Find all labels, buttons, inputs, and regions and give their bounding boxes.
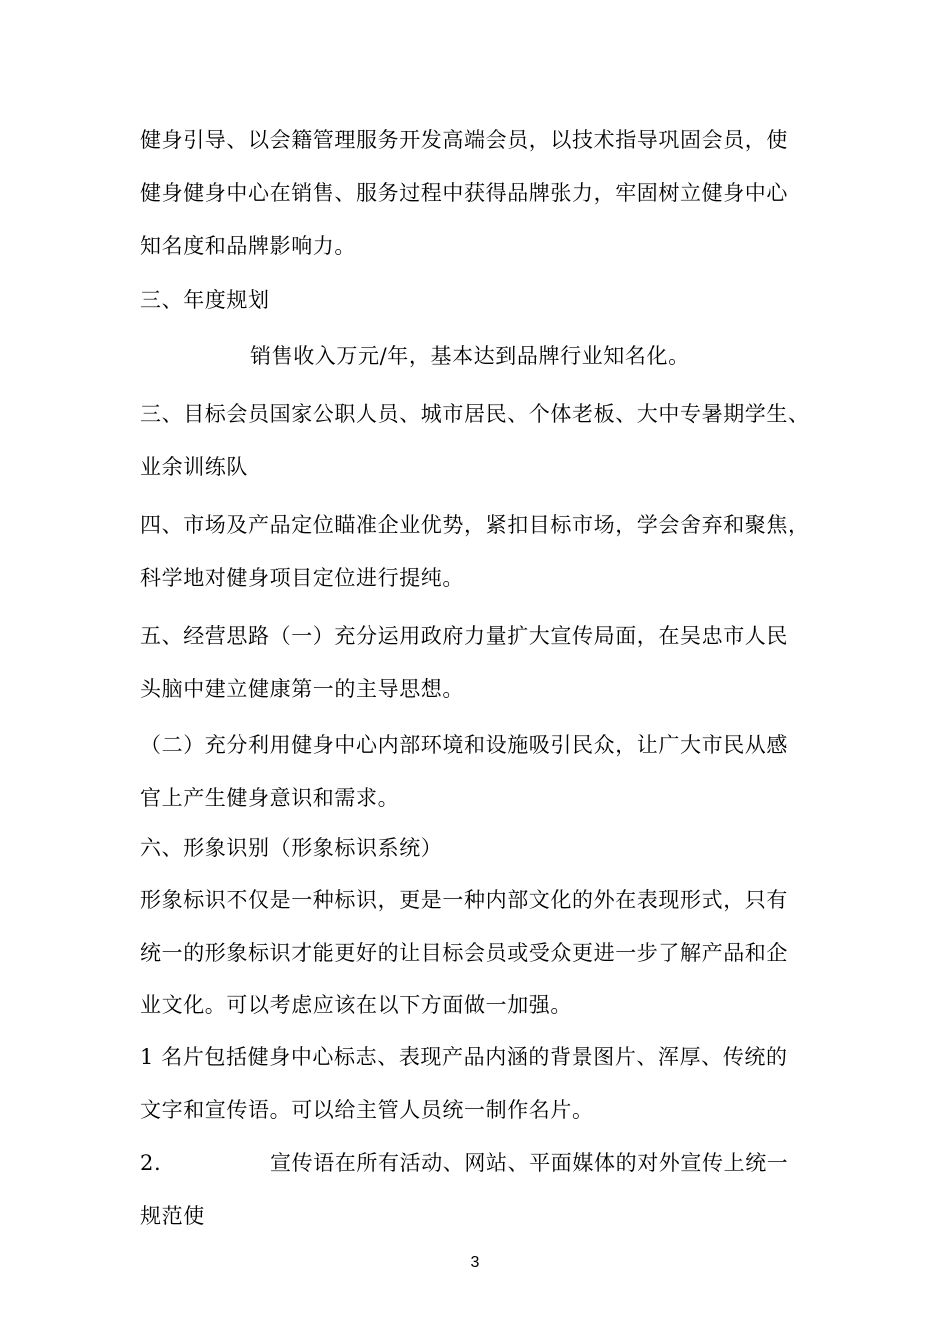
- text-line: 业文化。可以考虑应该在以下方面做一加强。: [140, 993, 572, 1017]
- text-line: 文字和宣传语。可以给主管人员统一制作名片。: [140, 1098, 594, 1122]
- list-item-text: 宣传语在所有活动、网站、平面媒体的对外宣传上统一: [270, 1151, 789, 1175]
- text-line: 业余训练队: [140, 455, 248, 479]
- section-heading: 六、形象识别（形象标识系统）: [140, 836, 443, 860]
- text-line: 知名度和品牌影响力。: [140, 234, 356, 258]
- text-line: 健身引导、以会籍管理服务开发高端会员，以技术指导巩固会员，使: [140, 128, 788, 152]
- text-line: 科学地对健身项目定位进行提纯。: [140, 566, 464, 590]
- text-line: 健身健身中心在销售、服务过程中获得品牌张力，牢固树立健身中心: [140, 181, 788, 205]
- text-line: 形象标识不仅是一种标识，更是一种内部文化的外在表现形式，只有: [140, 888, 788, 912]
- text-line-indented: 销售收入万元/年，基本达到品牌行业知名化。: [250, 344, 690, 368]
- text-line: 五、经营思路（一）充分运用政府力量扩大宣传局面，在吴忠市人民: [140, 624, 788, 648]
- text-line: 官上产生健身意识和需求。: [140, 786, 400, 810]
- text-line: 规范使: [140, 1204, 205, 1228]
- text-line: （二）充分利用健身中心内部环境和设施吸引民众，让广大市民从感: [140, 733, 788, 757]
- text-line: 四、市场及产品定位瞄准企业优势，紧扣目标市场，学会舍弃和聚焦，: [140, 513, 810, 537]
- text-line: 1 名片包括健身中心标志、表现产品内涵的背景图片、浑厚、传统的: [140, 1045, 788, 1069]
- page-number: 3: [470, 1254, 480, 1271]
- text-line: 统一的形象标识才能更好的让目标会员或受众更进一步了解产品和企: [140, 941, 788, 965]
- section-heading: 三、年度规划: [140, 288, 270, 312]
- text-line: 头脑中建立健康第一的主导思想。: [140, 677, 464, 701]
- text-line: 三、目标会员国家公职人员、城市居民、个体老板、大中专暑期学生、: [140, 402, 810, 426]
- list-item-number: 2.: [140, 1151, 162, 1175]
